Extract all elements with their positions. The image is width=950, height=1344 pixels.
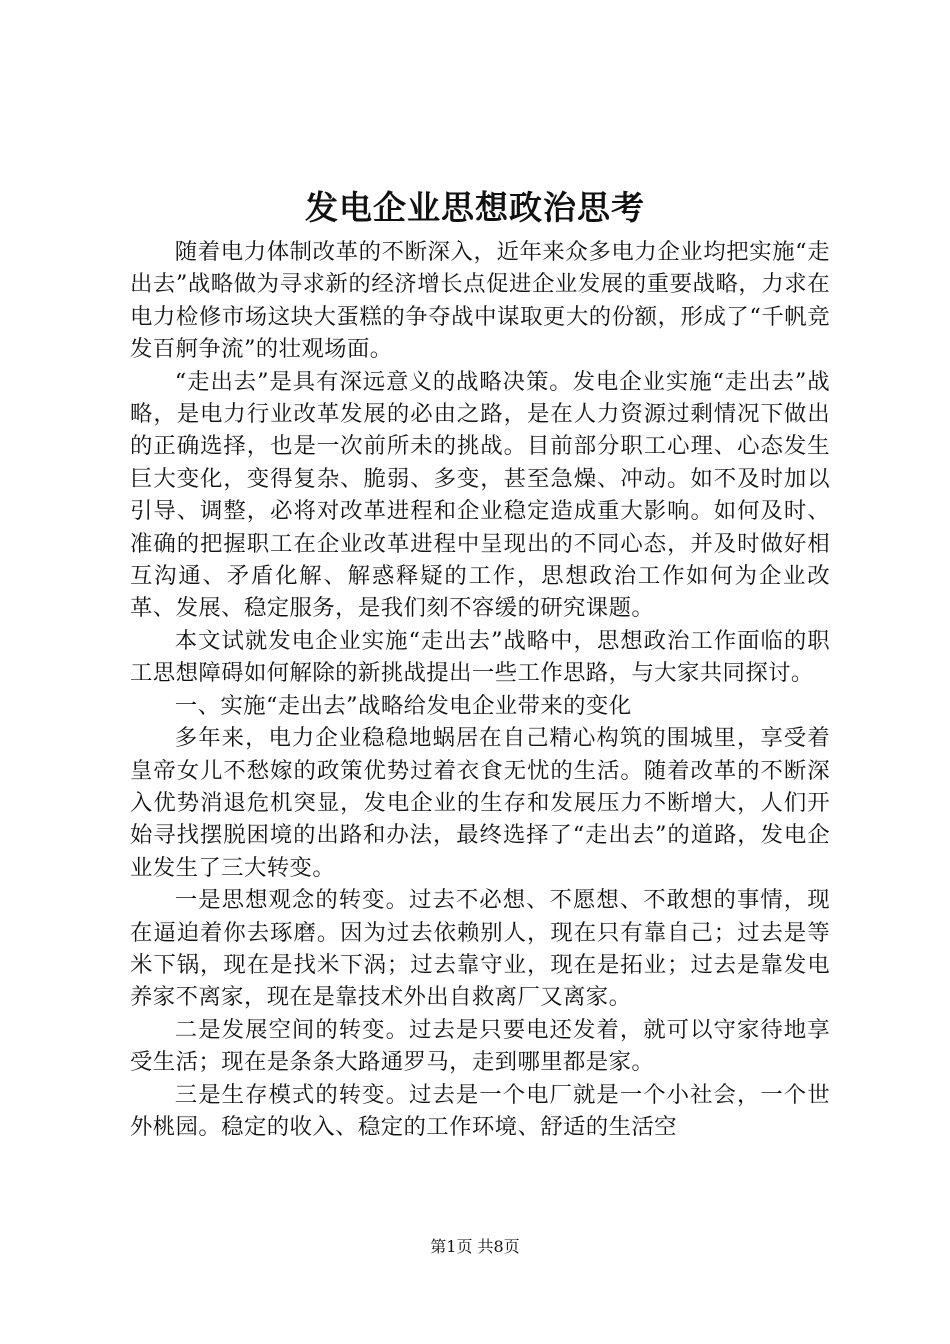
paragraph: 二是发展空间的转变。过去是只要电还发着，就可以守家待地享受生活；现在是条条大路通罗马，走到哪里都是家。 <box>130 1016 830 1076</box>
paragraph: 多年来，电力企业稳稳地蜗居在自己精心构筑的围城里，享受着皇帝女儿不愁嫁的政策优势过着衣食无忧的生活。随着改革的不断深入优势消退危机突显，发电企业的生存和发展压力不断增大，人们开始寻找摆脱困境的出路和办法，最终选择了“走出去”的道路，发电企业发生了三大转变。 <box>130 725 830 881</box>
paragraph: 本文试就发电企业实施“走出去”战略中，思想政治工作面临的职工思想障碍如何解除的新挑战提出一些工作思路，与大家共同探讨。 <box>130 627 830 687</box>
document-title: 发电企业思想政治思考 <box>305 188 645 227</box>
paragraph: 一是思想观念的转变。过去不必想、不愿想、不敢想的事情，现在逼迫着你去琢磨。因为过去依赖别人，现在只有靠自己；过去是等米下锅，现在是找米下涡；过去靠守业，现在是拓业；过去是靠发电养家不离家，现在是靠技术外出自救离厂又离家。 <box>130 887 830 1011</box>
page-number-footer: 第1页 共8页 <box>430 1237 520 1256</box>
paragraph: 随着电力体制改革的不断深入，近年来众多电力企业均把实施“走出去”战略做为寻求新的经济增长点促进企业发展的重要战略，力求在电力检修市场这块大蛋糕的争夺战中谋取更大的份额，形成了“千帆竞发百舸争流”的壮观场面。 <box>130 239 830 363</box>
paragraph: 三是生存模式的转变。过去是一个电厂就是一个小社会，一个世外桃园。稳定的收入、稳定的工作环境、舒适的生活空 <box>130 1081 830 1140</box>
document-body <box>130 236 830 1143</box>
paragraph: “走出去”是具有深远意义的战略决策。发电企业实施“走出去”战略，是电力行业改革发展的必由之路，是在人力资源过剩情况下做出的正确选择，也是一次前所未的挑战。目前部分职工心理、心态发生巨大变化，变得复杂、脆弱、多变，甚至急燥、冲动。如不及时加以引导、调整，必将对改革进程和企业稳定造成重大影响。如何及时、准确的把握职工在企业改革进程中呈现出的不同心态，并及时做好相互沟通、矛盾化解、解惑释疑的工作，思想政治工作如何为企业改革、发展、稳定服务，是我们刻不容缓的研究课题。 <box>130 368 830 622</box>
section-heading: 一、实施“走出去”战略给发电企业带来的变化 <box>174 692 632 719</box>
